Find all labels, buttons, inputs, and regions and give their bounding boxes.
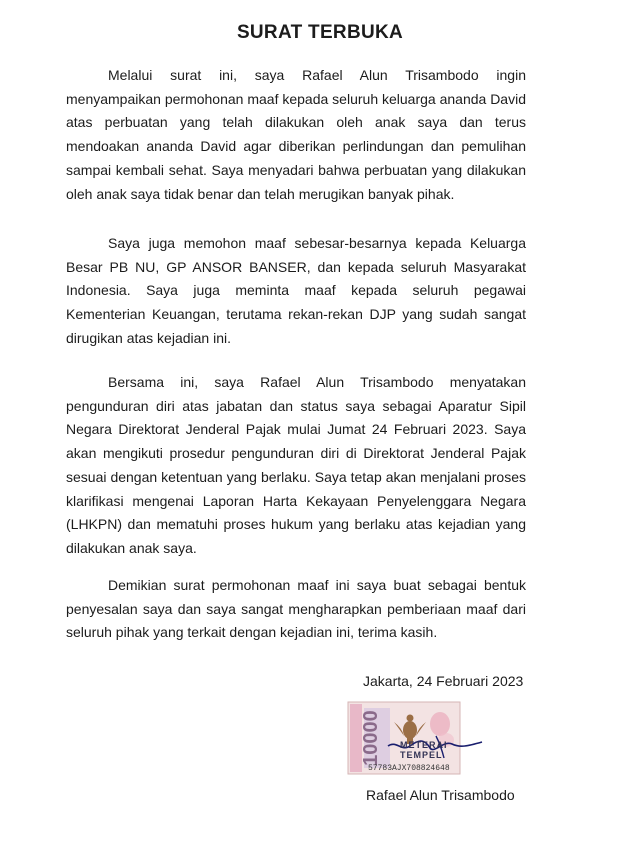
signer-name: Rafael Alun Trisambodo: [366, 787, 515, 803]
stamp-serial: 57783AJX708824648: [368, 764, 450, 773]
paragraph-4: Demikian surat permohonan maaf ini saya buat sebagai bentuk penyesalan saya dan saya sangat mengharapkan pemberiaan maaf dari seluruh pihak yang terkait dengan kejadian ini, terima kasih.: [66, 577, 526, 641]
stamp-label-line2: TEMPEL: [400, 750, 443, 760]
paragraph-2: Saya juga memohon maaf sebesar-besarnya kepada Keluarga Besar PB NU, GP ANSOR BANSER, dan kepada seluruh Masyarakat Indonesia. Saya juga meminta maaf kepada seluruh pegawai Kementerian Keuangan, terutama rekan-rekan DJP yang sudah sangat dirugikan atas kejadian ini.: [66, 235, 526, 346]
stamp-value: 10000: [360, 710, 382, 766]
letter-title: SURAT TERBUKA: [236, 22, 404, 43]
place-date: Jakarta, 24 Februari 2023: [363, 673, 524, 689]
stamp-label-line1: METERAI: [400, 740, 448, 750]
paragraph-1: Melalui surat ini, saya Rafael Alun Trisambodo ingin menyampaikan permohonan maaf kepada seluruh keluarga ananda David atas perbuatan yang telah dilakukan oleh anak saya dan terus mendoakan ananda David agar diberikan perlindungan dan pemulihan sampai kembali sehat. Saya menyadari bahwa perbuatan yang dilakukan oleh anak saya tidak benar dan telah merugikan banyak pihak.: [66, 67, 526, 202]
stamp-label: [400, 740, 448, 760]
paragraph-3: Bersama ini, saya Rafael Alun Trisambodo menyatakan pengunduran diri atas jabatan dan status saya sebagai Aparatur Sipil Negara Direktorat Jenderal Pajak mulai Jumat 24 Februari 2023. Saya akan mengikuti prosedur pengunduran diri di Direktorat Jenderal Pajak sesuai dengan ketentuan yang berlaku. Saya tetap akan menjalani proses klarifikasi mengenai Laporan Harta Kekayaan Penyelenggara Negara (LHKPN) dan mematuhi proses hukum yang berlaku atas kejadian yang dilakukan anak saya.: [66, 374, 526, 556]
